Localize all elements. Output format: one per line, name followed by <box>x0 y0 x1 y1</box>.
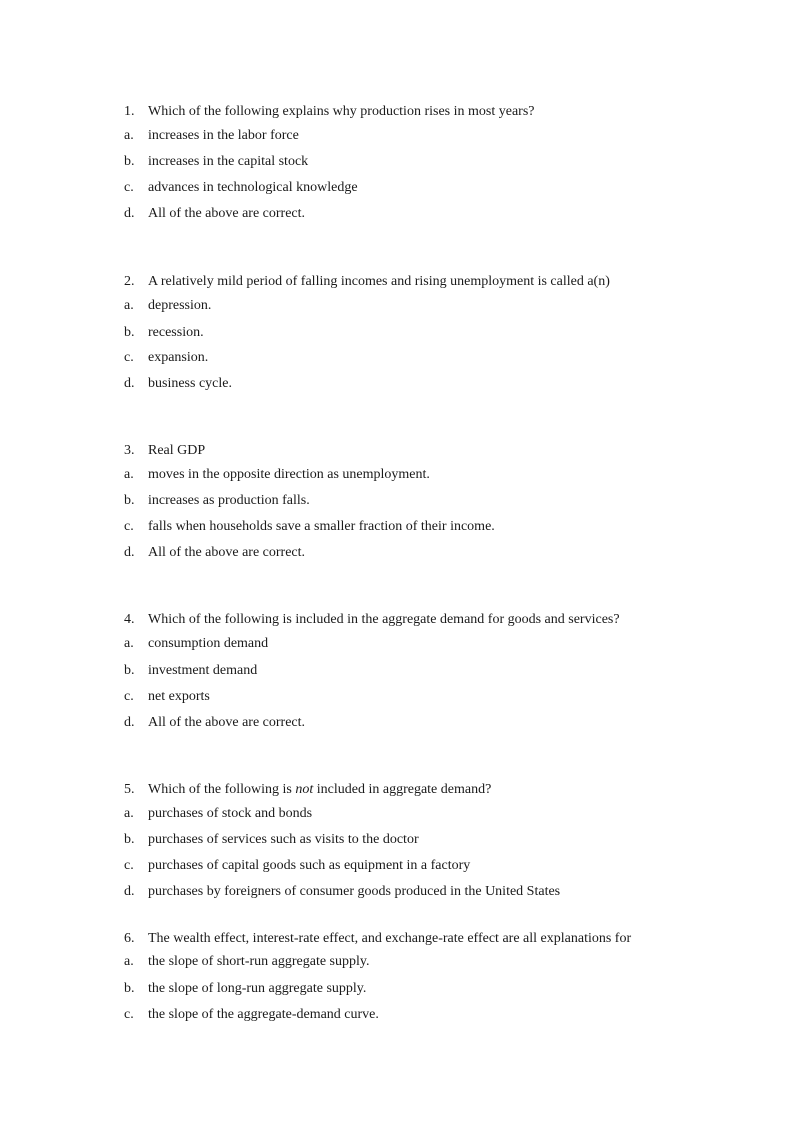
option-text: the slope of long-run aggregate supply. <box>148 981 367 996</box>
question-stem <box>124 274 684 290</box>
option-c <box>124 180 684 196</box>
option-letter: d. <box>124 376 135 391</box>
option-c <box>124 519 684 535</box>
option-text: business cycle. <box>148 376 232 391</box>
option-text: All of the above are correct. <box>148 206 306 221</box>
question-text-after: included in aggregate demand? <box>313 782 492 797</box>
option-letter: a. <box>124 636 134 651</box>
question-number: 5. <box>124 782 135 797</box>
option-text: purchases by foreigners of consumer goods produced in the United States <box>148 884 561 899</box>
question-stem <box>124 104 684 120</box>
option-d <box>124 206 684 222</box>
option-a <box>124 128 684 144</box>
option-b <box>124 832 684 848</box>
option-text: depression. <box>148 298 212 313</box>
option-text: increases as production falls. <box>148 493 310 508</box>
option-letter: c. <box>124 689 134 704</box>
question-stem <box>124 931 684 947</box>
option-c <box>124 350 684 366</box>
option-text: expansion. <box>148 350 209 365</box>
option-letter: a. <box>124 298 134 313</box>
question-text: Which of the following is included in the aggregate demand for goods and services? <box>148 612 620 627</box>
option-text: the slope of the aggregate-demand curve. <box>148 1007 379 1022</box>
option-a <box>124 954 684 970</box>
option-letter: d. <box>124 545 135 560</box>
option-text: All of the above are correct. <box>148 715 306 730</box>
question-text <box>148 782 491 798</box>
option-letter: a. <box>124 128 134 143</box>
question-number: 2. <box>124 274 135 289</box>
question-2 <box>124 274 684 392</box>
question-stem <box>124 612 684 628</box>
option-b <box>124 325 684 341</box>
option-c <box>124 1007 684 1023</box>
option-text: moves in the opposite direction as unemployment. <box>148 467 430 482</box>
question-6 <box>124 931 684 1023</box>
question-3 <box>124 443 684 561</box>
question-number: 4. <box>124 612 135 627</box>
option-b <box>124 663 684 679</box>
question-number: 3. <box>124 443 135 458</box>
option-letter: a. <box>124 954 134 969</box>
option-letter: d. <box>124 715 135 730</box>
option-b <box>124 981 684 997</box>
question-number: 6. <box>124 931 135 946</box>
question-text: Which of the following explains why production rises in most years? <box>148 104 535 119</box>
question-stem <box>124 782 684 798</box>
option-letter: c. <box>124 519 134 534</box>
option-text: recession. <box>148 325 204 340</box>
option-c <box>124 858 684 874</box>
option-text: the slope of short-run aggregate supply. <box>148 954 370 969</box>
option-letter: b. <box>124 981 135 996</box>
option-letter: b. <box>124 832 135 847</box>
question-text: A relatively mild period of falling incomes and rising unemployment is called a(n) <box>148 274 610 289</box>
option-c <box>124 689 684 705</box>
option-b <box>124 493 684 509</box>
option-a <box>124 806 684 822</box>
option-letter: c. <box>124 1007 134 1022</box>
question-text-emphasis: not <box>295 782 314 797</box>
option-a <box>124 467 684 483</box>
option-text: purchases of stock and bonds <box>148 806 313 821</box>
option-letter: b. <box>124 154 135 169</box>
option-text: All of the above are correct. <box>148 545 306 560</box>
question-text: Real GDP <box>148 443 206 458</box>
option-text: advances in technological knowledge <box>148 180 358 195</box>
question-number: 1. <box>124 104 135 119</box>
option-text: net exports <box>148 689 210 704</box>
question-5 <box>124 782 684 900</box>
option-text: falls when households save a smaller fraction of their income. <box>148 519 495 534</box>
option-a <box>124 298 684 314</box>
option-d <box>124 884 684 900</box>
option-text: purchases of capital goods such as equipment in a factory <box>148 858 471 873</box>
option-letter: c. <box>124 858 134 873</box>
option-letter: b. <box>124 663 135 678</box>
option-letter: d. <box>124 884 135 899</box>
option-letter: a. <box>124 806 134 821</box>
question-1 <box>124 104 684 222</box>
question-stem <box>124 443 684 459</box>
option-letter: b. <box>124 493 135 508</box>
option-text: investment demand <box>148 663 258 678</box>
option-b <box>124 154 684 170</box>
option-text: increases in the labor force <box>148 128 299 143</box>
option-text: purchases of services such as visits to the doctor <box>148 832 419 847</box>
question-text: The wealth effect, interest-rate effect, and exchange-rate effect are all explanations for <box>148 931 632 946</box>
option-d <box>124 545 684 561</box>
option-d <box>124 715 684 731</box>
option-letter: d. <box>124 206 135 221</box>
option-a <box>124 636 684 652</box>
question-text-before: Which of the following is <box>148 782 296 797</box>
option-text: consumption demand <box>148 636 269 651</box>
question-4 <box>124 612 684 731</box>
option-letter: c. <box>124 350 134 365</box>
option-letter: b. <box>124 325 135 340</box>
option-letter: c. <box>124 180 134 195</box>
option-text: increases in the capital stock <box>148 154 309 169</box>
option-letter: a. <box>124 467 134 482</box>
option-d <box>124 376 684 392</box>
